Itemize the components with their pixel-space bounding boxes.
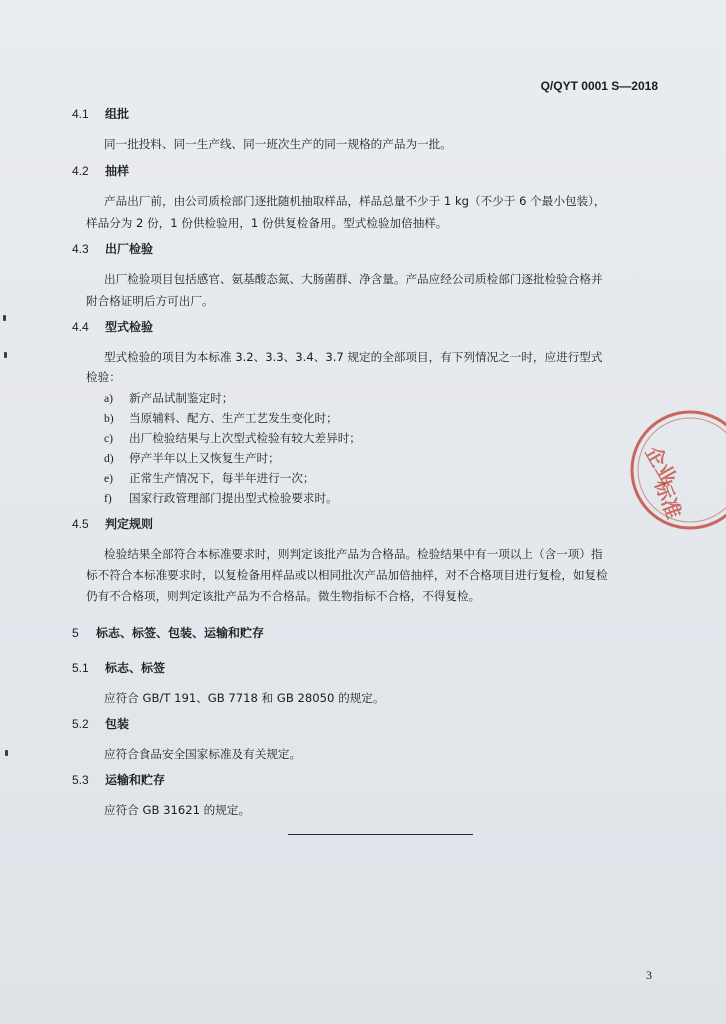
para-line: 仍有不合格项，则判定该批产品为不合格品。微生物指标不合格，不得复检。 <box>86 589 481 603</box>
para-line: 样品分为 2 份，1 份供检验用，1 份供复检备用。型式检验加倍抽样。 <box>86 216 448 230</box>
list-item: c) 出厂检验结果与上次型式检验有较大差异时； <box>104 431 361 445</box>
heading-title: 标志、标签 <box>105 661 166 675</box>
para-line: 检验： <box>86 370 121 384</box>
heading-number: 4.2 <box>72 164 89 178</box>
para-line: 出厂检验项目包括感官、氨基酸态氮、大肠菌群、净含量。产品应经公司质检部门逐批检验合格并 <box>104 272 603 286</box>
end-rule <box>288 834 473 835</box>
heading-title: 标志、标签、包装、运输和贮存 <box>96 626 265 640</box>
heading-title: 出厂检验 <box>105 242 154 256</box>
heading-5-2 <box>72 716 726 733</box>
list-item: a) 新产品试制鉴定时； <box>104 391 234 405</box>
para-line: 标不符合本标准要求时，以复检备用样品或以相同批次产品加倍抽样，对不合格项目进行复检，如复检 <box>86 568 608 582</box>
heading-5 <box>72 625 726 642</box>
heading-title: 抽样 <box>105 164 130 178</box>
heading-number: 5.1 <box>72 661 89 675</box>
heading-title: 运输和贮存 <box>105 773 166 787</box>
para-line: 附合格证明后方可出厂。 <box>86 294 214 308</box>
heading-number: 4.3 <box>72 242 89 256</box>
heading-4-3 <box>72 241 726 258</box>
heading-number: 5.2 <box>72 717 89 731</box>
para-line: 同一批投料、同一生产线、同一班次生产的同一规格的产品为一批。 <box>104 137 452 151</box>
heading-title: 判定规则 <box>105 517 154 531</box>
standard-number: Q/QYT 0001 S—2018 <box>540 79 658 93</box>
para-line: 应符合 GB 31621 的规定。 <box>104 803 251 817</box>
heading-number: 5.3 <box>72 773 89 787</box>
heading-4-1 <box>72 106 726 123</box>
svg-text:标准: 标准 <box>649 476 687 522</box>
heading-title: 组批 <box>105 107 130 121</box>
heading-number: 4.4 <box>72 320 89 334</box>
heading-number: 4.5 <box>72 517 89 531</box>
heading-number: 5 <box>72 626 79 640</box>
para-line: 产品出厂前，由公司质检部门逐批随机抽取样品，样品总量不少于 1 kg（不少于 6 个最小包装）， <box>104 194 606 208</box>
svg-text:企业: 企业 <box>640 441 682 489</box>
page-number: 3 <box>646 968 652 982</box>
seal-stamp-icon <box>620 400 726 540</box>
heading-5-3 <box>72 772 726 789</box>
list-item: f) 国家行政管理部门提出型式检验要求时。 <box>104 491 338 505</box>
para-line: 应符合 GB/T 191、GB 7718 和 GB 28050 的规定。 <box>104 691 385 705</box>
para-line: 应符合食品安全国家标准及有关规定。 <box>104 747 302 761</box>
scan-speck <box>4 352 7 358</box>
list-item: e) 正常生产情况下，每半年进行一次； <box>104 471 315 485</box>
para-line: 检验结果全部符合本标准要求时，则判定该批产品为合格品。检验结果中有一项以上（含一项）指 <box>104 547 603 561</box>
heading-title: 型式检验 <box>105 320 154 334</box>
heading-title: 包装 <box>105 717 130 731</box>
heading-4-4 <box>72 319 726 336</box>
heading-number: 4.1 <box>72 107 89 121</box>
para-line: 型式检验的项目为本标准 3.2、3.3、3.4、3.7 规定的全部项目，有下列情况之一时，应进行型式 <box>104 350 603 364</box>
heading-5-1 <box>72 660 726 677</box>
heading-4-2 <box>72 163 726 180</box>
list-item: b) 当原辅料、配方、生产工艺发生变化时； <box>104 411 338 425</box>
scan-speck <box>5 750 8 756</box>
scan-speck <box>3 315 6 321</box>
list-item: d) 停产半年以上又恢复生产时； <box>104 451 280 465</box>
